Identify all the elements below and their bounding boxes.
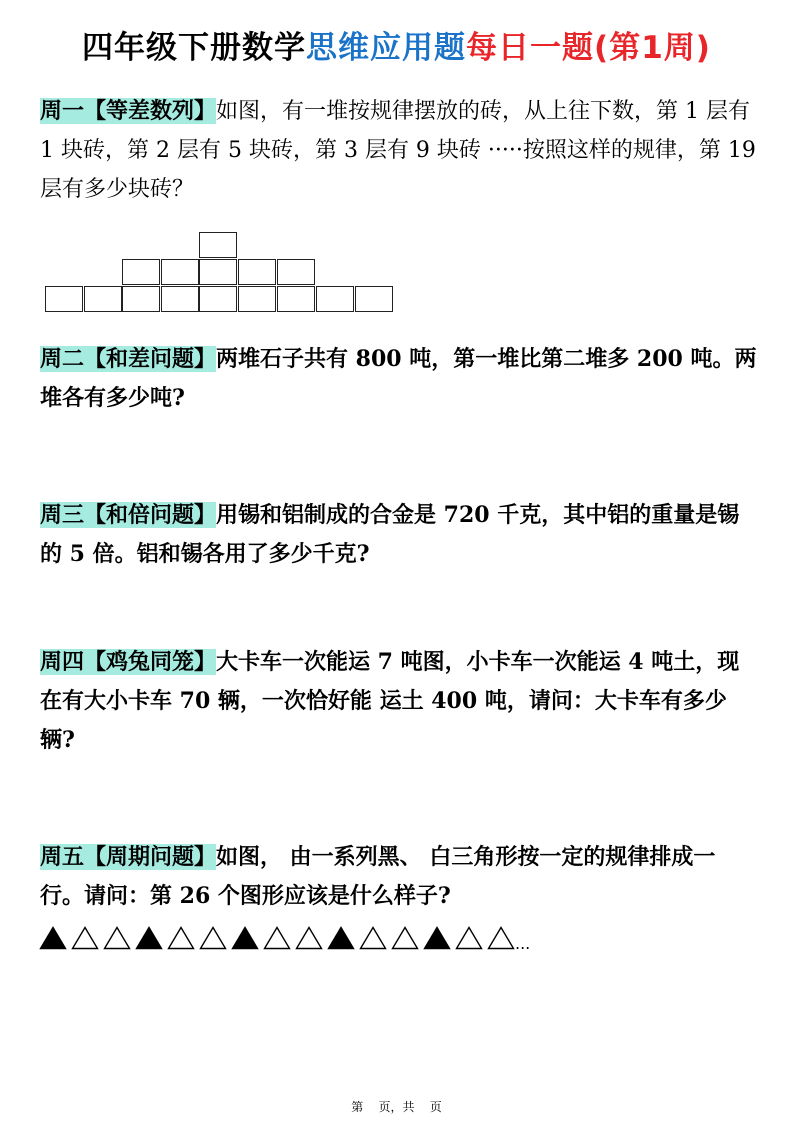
question-wednesday xyxy=(40,496,758,574)
white-triangle-icon xyxy=(167,926,195,950)
brick xyxy=(238,286,276,312)
brick xyxy=(238,259,276,285)
question-text: 如图， 由一系列黑、 白三角形按一定的规律排成一行。请问：第 26 个图形应该是什么样子? xyxy=(40,844,716,909)
brick xyxy=(277,286,315,312)
white-triangle-icon xyxy=(295,926,323,950)
white-triangle-icon xyxy=(263,926,291,950)
brick xyxy=(355,286,393,312)
brick xyxy=(84,286,122,312)
white-triangle-icon xyxy=(391,926,419,950)
question-text: 用锡和铝制成的合金是 720 千克，其中铝的重量是锡的 5 倍。铝和锡各用了多少千克? xyxy=(40,502,740,567)
page-title xyxy=(0,22,793,67)
question-text: 大卡车一次能运 7 吨图，小卡车一次能运 4 吨土，现在有大小卡车 70 辆，一次恰好能 运土 400 吨，请问：大卡车有多少辆? xyxy=(40,649,740,753)
brick xyxy=(161,259,199,285)
brick xyxy=(199,286,237,312)
question-text: 如图，有一堆按规律摆放的砖，从上往下数，第 1 层有 1 块砖，第 2 层有 5 块砖，第 3 层有 9 块砖 ·····按照这样的规律，第 19 层有多少块砖？ xyxy=(40,99,756,202)
white-triangle-icon xyxy=(199,926,227,950)
brick xyxy=(277,259,315,285)
page-footer: 第 页，共 页 xyxy=(351,1100,442,1114)
title-part-red: 每日一题(第1周) xyxy=(466,30,711,66)
triangle-ellipsis: ... xyxy=(515,934,531,953)
brick xyxy=(199,259,237,285)
question-thursday xyxy=(40,643,758,760)
black-triangle-icon xyxy=(39,926,67,950)
question-tag: 周四【鸡兔同笼】 xyxy=(40,649,217,675)
question-tuesday xyxy=(40,340,758,418)
brick xyxy=(199,232,237,258)
brick xyxy=(45,286,83,312)
question-tag: 周五【周期问题】 xyxy=(40,844,217,870)
black-triangle-icon xyxy=(327,926,355,950)
white-triangle-icon xyxy=(71,926,99,950)
white-triangle-icon xyxy=(487,926,515,950)
question-text: 两堆石子共有 800 吨，第一堆比第二堆多 200 吨。两堆各有多少吨? xyxy=(40,346,757,411)
question-monday xyxy=(40,92,758,209)
white-triangle-icon xyxy=(359,926,387,950)
white-triangle-icon xyxy=(455,926,483,950)
title-part-black: 四年级下册数学 xyxy=(82,30,307,66)
black-triangle-icon xyxy=(135,926,163,950)
question-tag: 周二【和差问题】 xyxy=(40,346,217,372)
black-triangle-icon xyxy=(231,926,259,950)
brick xyxy=(161,286,199,312)
brick xyxy=(316,286,354,312)
title-part-blue: 思维应用题 xyxy=(306,30,467,66)
black-triangle-icon xyxy=(423,926,451,950)
brick xyxy=(122,286,160,312)
question-friday xyxy=(40,838,758,916)
question-tag: 周三【和倍问题】 xyxy=(40,502,217,528)
brick xyxy=(122,259,160,285)
white-triangle-icon xyxy=(103,926,131,950)
question-tag: 周一【等差数列】 xyxy=(40,98,217,124)
